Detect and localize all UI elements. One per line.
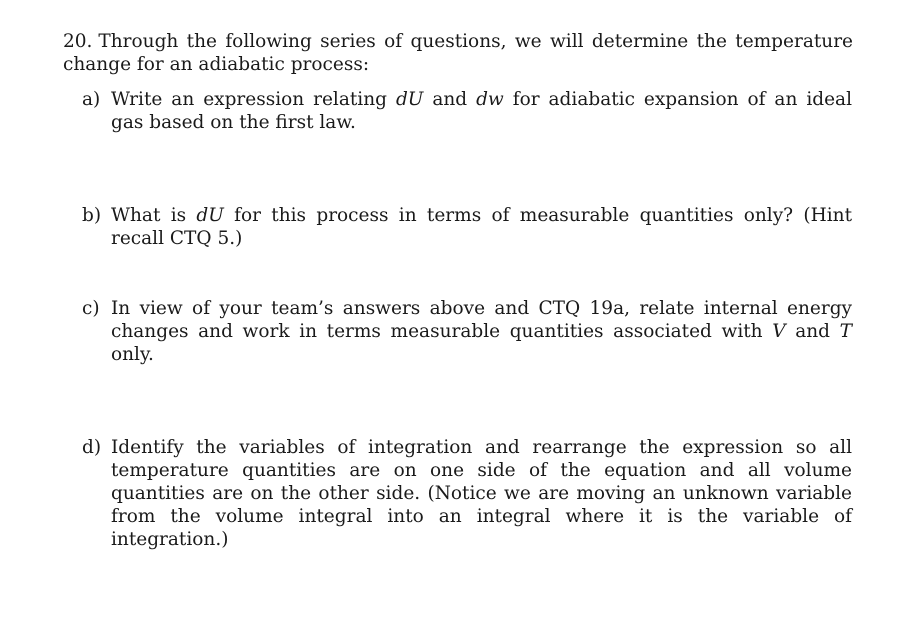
- question-number: 20.: [63, 31, 93, 52]
- part-d-text-1: Identify the variables of integration and rearrange the expression so all temperature quantities are on one side of the equation and all volume quantities are on the other side. (Notice we are moving an unknown variable from the volume integral into an integral where it is the variable of integration.): [111, 437, 852, 550]
- part-d-label: d): [82, 437, 102, 458]
- part-d-text: [111, 436, 852, 551]
- question-text: Through the following series of questions, we will determine the temperature change for an adiabatic process:: [63, 31, 853, 75]
- part-b: [82, 204, 852, 250]
- part-c: [82, 297, 852, 366]
- part-a-math-dw: dw: [476, 89, 504, 110]
- part-a-text-3: for adiabatic expansion of an ideal gas based on the first law.: [111, 89, 852, 133]
- part-b-text-1: What is: [111, 205, 197, 226]
- part-b-text: [111, 204, 852, 250]
- part-a-label: a): [82, 89, 101, 110]
- part-a-text: [111, 88, 852, 134]
- part-b-text-2: for this process in terms of measurable quantities only? (Hint recall CTQ 5.): [111, 205, 852, 249]
- part-a-text-2: and: [423, 89, 477, 110]
- part-a: [82, 88, 852, 134]
- part-c-label: c): [82, 298, 100, 319]
- part-c-text-3: only.: [111, 344, 154, 365]
- part-a-text-1: Write an expression relating: [111, 89, 396, 110]
- question-20: [63, 30, 853, 76]
- part-a-math-du: dU: [395, 89, 424, 110]
- part-b-math-du: dU: [196, 205, 224, 226]
- part-c-math-v: V: [772, 321, 786, 342]
- part-c-text-2: and: [785, 321, 840, 342]
- part-c-math-t: T: [839, 321, 852, 342]
- part-b-label: b): [82, 205, 102, 226]
- part-c-text: [111, 297, 852, 366]
- part-d: [82, 436, 852, 551]
- part-c-text-1: In view of your team’s answers above and CTQ 19a, relate internal energy changes and work in terms measurable quantities associated with: [111, 298, 852, 342]
